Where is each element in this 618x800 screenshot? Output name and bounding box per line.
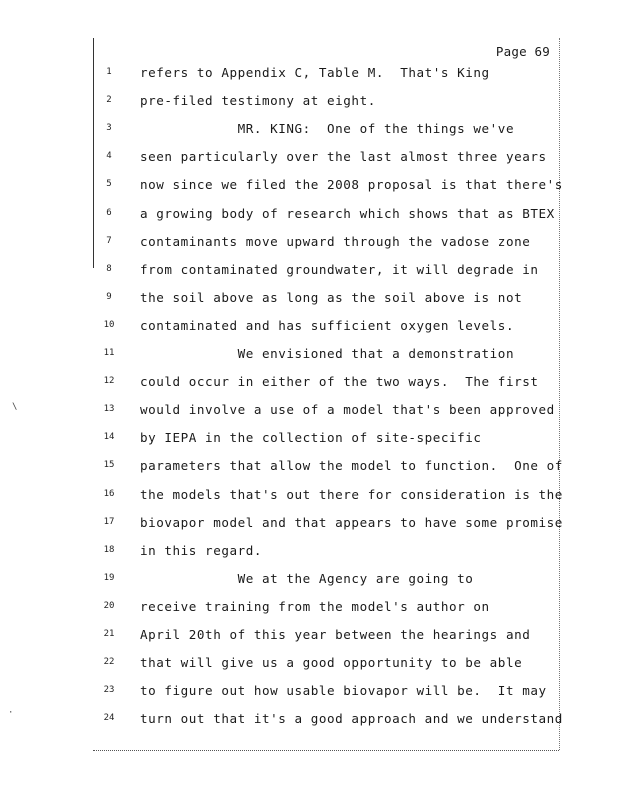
- line-number: 19: [103, 572, 115, 583]
- transcript-line: to figure out how usable biovapor will be. It may: [140, 683, 547, 699]
- line-number: 15: [103, 460, 115, 471]
- line-number: 22: [103, 657, 115, 668]
- line-number: 4: [106, 151, 112, 162]
- line-number: 9: [106, 291, 112, 302]
- line-number: 8: [106, 263, 112, 274]
- line-number: 7: [106, 235, 112, 246]
- transcript-line: that will give us a good opportunity to be able: [140, 655, 523, 671]
- scan-speck: \: [12, 402, 18, 412]
- transcript-line: parameters that allow the model to function. One of: [140, 458, 563, 474]
- line-number: 11: [103, 348, 115, 358]
- line-number: 17: [103, 516, 115, 527]
- line-number: 1: [106, 67, 112, 77]
- bottom-rule: [93, 750, 559, 751]
- transcript-line: biovapor model and that appears to have some promise: [140, 514, 563, 530]
- line-number: 16: [103, 488, 115, 499]
- line-number: 18: [103, 544, 115, 555]
- transcript-line: now since we filed the 2008 proposal is that there's: [140, 177, 563, 193]
- transcript-line: April 20th of this year between the hearings and: [140, 627, 531, 642]
- line-number: 24: [103, 713, 115, 724]
- transcript-line: MR. KING: One of the things we've: [140, 121, 515, 137]
- transcript-line: the models that's out there for consideration is the: [140, 486, 563, 502]
- transcript-line: in this regard.: [140, 542, 262, 558]
- transcript-line: from contaminated groundwater, it will degrade in: [140, 261, 539, 277]
- line-number: 10: [103, 319, 115, 330]
- transcript-line: would involve a use of a model that's been approved: [140, 402, 555, 418]
- right-margin-rule: [559, 38, 560, 750]
- transcript-line: receive training from the model's author on: [140, 598, 490, 614]
- transcript-line: by IEPA in the collection of site-specific: [140, 430, 482, 446]
- line-number: 2: [106, 95, 112, 106]
- line-number: 20: [103, 600, 115, 611]
- transcript-line: We envisioned that a demonstration: [140, 346, 515, 361]
- transcript-line: could occur in either of the two ways. The first: [140, 374, 539, 390]
- page-number: Page 69: [495, 44, 550, 59]
- transcript-line: refers to Appendix C, Table M. That's King: [140, 65, 490, 80]
- line-number: 14: [103, 432, 115, 443]
- left-margin-rule: [93, 38, 94, 268]
- transcript-line: turn out that it's a good approach and we understand: [140, 711, 563, 727]
- transcript-line: contaminants move upward through the vadose zone: [140, 233, 531, 249]
- transcript-line: pre-filed testimony at eight.: [140, 93, 376, 109]
- transcript-line: contaminated and has sufficient oxygen levels.: [140, 317, 515, 333]
- line-number: 13: [103, 404, 115, 415]
- transcript-line: a growing body of research which shows that as BTEX: [140, 205, 555, 221]
- line-number: 21: [103, 629, 115, 639]
- transcript-line: the soil above as long as the soil above is not: [140, 289, 523, 305]
- scan-speck: ·: [8, 708, 14, 718]
- line-number: 12: [103, 376, 115, 387]
- transcript-line: We at the Agency are going to: [140, 570, 474, 586]
- line-number: 5: [106, 179, 112, 190]
- line-number: 23: [103, 685, 115, 696]
- line-number: 3: [106, 123, 112, 134]
- transcript-line: seen particularly over the last almost three years: [140, 149, 547, 165]
- line-number: 6: [106, 207, 112, 218]
